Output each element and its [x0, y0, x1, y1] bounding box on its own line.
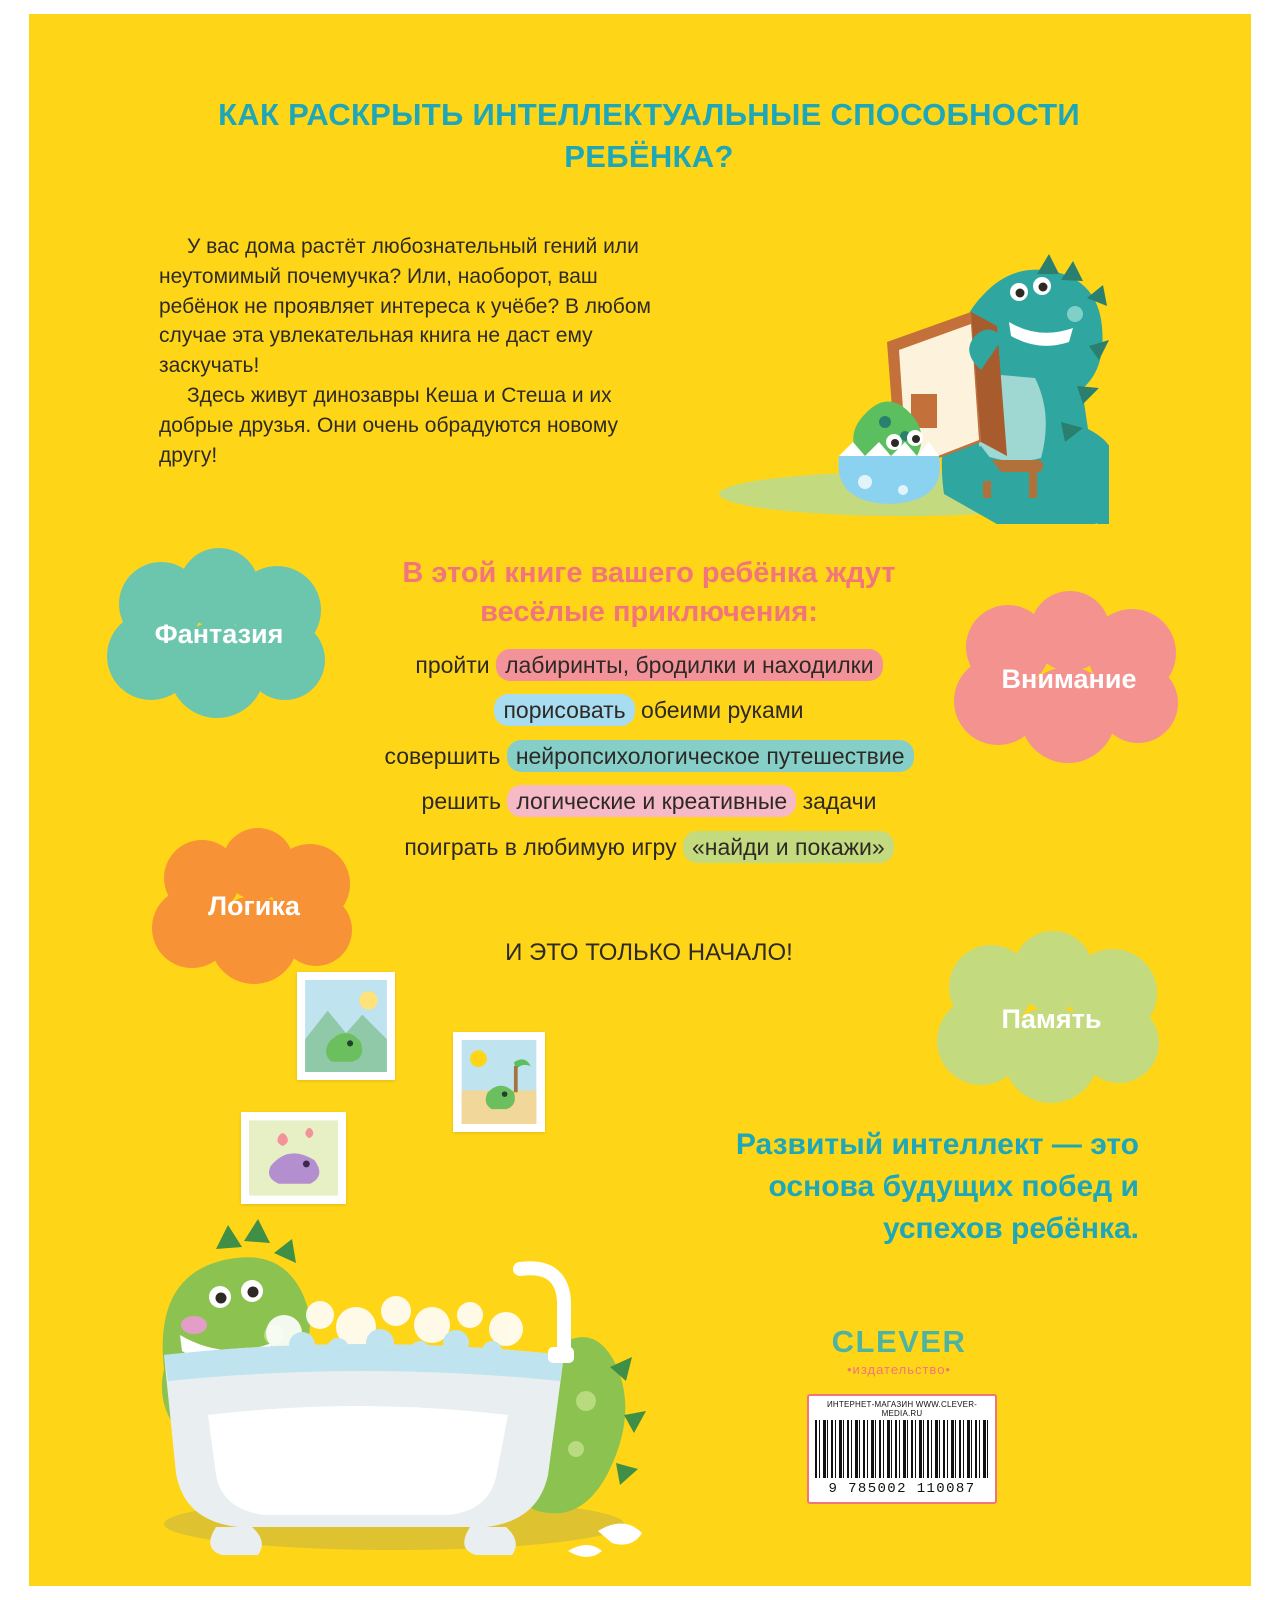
adventures-title: В этой книге вашего ребёнка ждут весёлые приключения: — [402, 557, 896, 628]
adventure-text-after: обеими руками — [634, 697, 804, 724]
barcode-shop-line: ИНТЕРНЕТ-МАГАЗИН WWW.CLEVER-MEDIA.RU — [826, 1400, 978, 1418]
picture-frame — [453, 1032, 545, 1132]
skill-blob-label: Логика — [208, 891, 300, 921]
dinosaur-beach-art — [461, 1040, 537, 1124]
skill-blob-label: Фантазия — [154, 618, 284, 649]
publisher-logo — [809, 1324, 989, 1377]
adventure-highlight: нейропсихологическое путешествие — [507, 740, 914, 772]
slogan-text: Развитый интеллект — это основа будущих побед и успехов ребёнка. — [735, 1128, 1139, 1245]
adventure-text-before: совершить — [384, 742, 507, 769]
intro-paragraph-1: У вас дома растёт любознательный гений или неутомимый почемучка? Или, наоборот, ваш ребёнок не проявляет интереса к учёбе? В любом случае эта увлекательная книга не даст ему заскучать! — [159, 235, 651, 378]
adventure-highlight: «найди и покажи» — [683, 831, 894, 863]
bathtub-dinosaur-illustration — [124, 1119, 684, 1559]
dinosaur-reading-illustration — [689, 164, 1109, 524]
bathtub-scene-svg — [124, 1119, 684, 1559]
dinosaur-mountains-art — [305, 980, 387, 1072]
skill-blob-fantasy — [99, 544, 339, 724]
skill-blob-logic — [144, 824, 364, 989]
adventure-highlight: лабиринты, бродилки и находилки — [496, 649, 883, 681]
adventure-text-before: решить — [421, 788, 508, 815]
skill-blob-attention — [944, 589, 1194, 769]
skill-blob-label: Внимание — [1001, 663, 1137, 694]
intro-paragraph-2: Здесь живут динозавры Кеша и Стеша и их добрые друзья. Они очень обрадуются новому другу! — [159, 384, 619, 467]
adventure-highlight: порисовать — [494, 694, 634, 726]
and-this-is-only-beginning: И ЭТО ТОЛЬКО НАЧАЛО! — [505, 939, 793, 966]
publisher-subtitle: •издательство• — [847, 1362, 951, 1377]
page-title: КАК РАСКРЫТЬ ИНТЕЛЛЕКТУАЛЬНЫЕ СПОСОБНОСТИ РЕБЁНКА? — [218, 97, 1080, 174]
barcode-bars — [815, 1420, 989, 1478]
skill-blob-memory — [929, 929, 1174, 1109]
adventure-text-after: задачи — [796, 788, 877, 815]
publisher-name: CLEVER — [831, 1324, 967, 1359]
adventure-line — [339, 739, 959, 774]
adventure-text-before: пройти — [415, 651, 497, 678]
adventure-line — [339, 693, 959, 728]
intro-text — [159, 232, 659, 471]
adventure-text-before: поиграть в любимую игру — [404, 833, 683, 860]
skill-blob-label: Память — [1001, 1003, 1102, 1034]
adventure-line — [339, 830, 959, 865]
picture-frame — [297, 972, 395, 1080]
adventures-block — [339, 554, 959, 875]
adventure-line — [339, 648, 959, 683]
barcode-number: 9 785002 110087 — [828, 1481, 976, 1497]
adventure-highlight: логические и креативные — [507, 785, 796, 817]
barcode-block — [807, 1394, 997, 1504]
dinosaur-reading-svg — [689, 164, 1109, 524]
book-back-cover — [29, 14, 1251, 1586]
adventure-line — [339, 784, 959, 819]
